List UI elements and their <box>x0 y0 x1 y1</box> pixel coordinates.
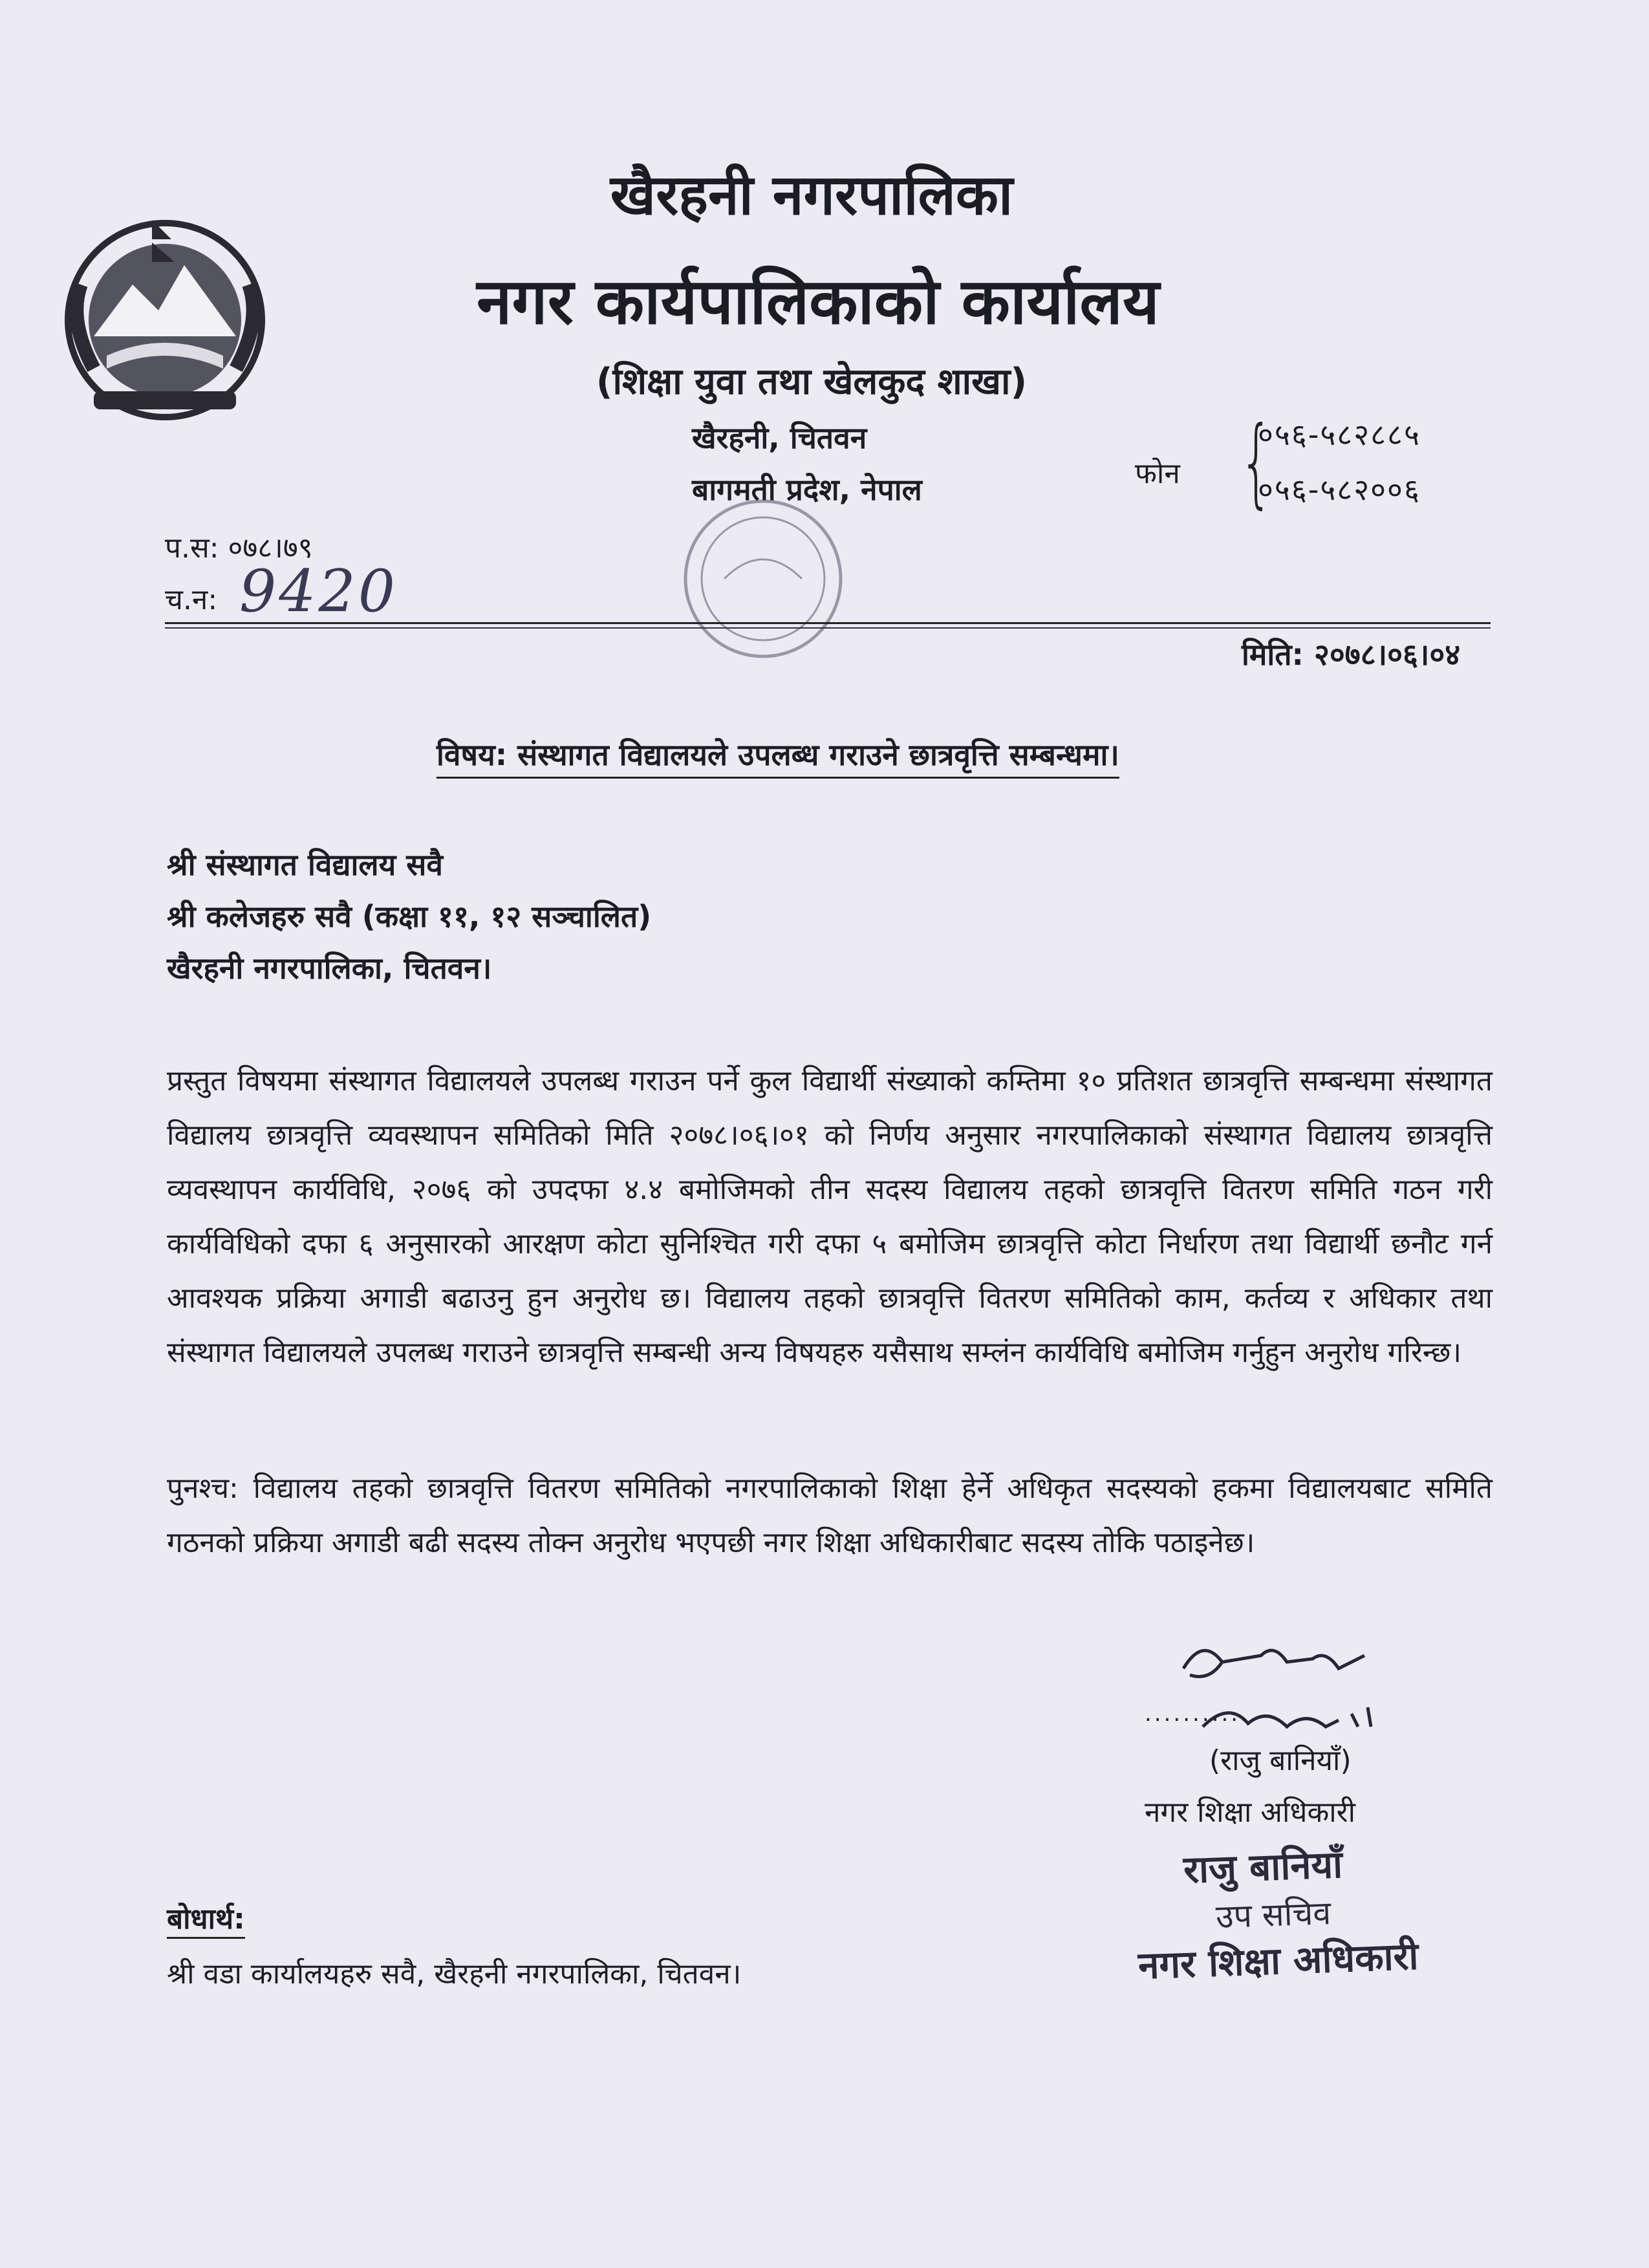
phone-number-1: ०५६-५८२८८५ <box>1258 417 1421 452</box>
signature-dots: ........... <box>1145 1701 1250 1727</box>
name-stamp: राजु बानियाँ <box>1182 1842 1344 1892</box>
header-divider <box>165 622 1491 624</box>
office-name: खैरहनी नगरपालिका <box>610 163 1013 228</box>
handwritten-signature <box>1145 1630 1403 1746</box>
dispatch-label: च.न: <box>165 583 218 616</box>
address-line-1: खैरहनी, चितवन <box>692 420 867 455</box>
header-divider-secondary <box>165 627 1491 629</box>
brace-icon: { <box>1239 406 1273 519</box>
office-title: नगर कार्यपालिकाको कार्यालय <box>477 265 1159 339</box>
title-stamp: नगर शिक्षा अधिकारी <box>1137 1934 1419 1988</box>
addressee-line-2: श्री कलेजहरु सवै (कक्षा ११, १२ सञ्चालित) <box>167 899 652 934</box>
rank-stamp: उप सचिव <box>1215 1894 1332 1936</box>
address-line-2: बागमती प्रदेश, नेपाल <box>692 472 922 507</box>
addressee-line-3: खैरहनी नगरपालिका, चितवन। <box>167 951 492 986</box>
reference-number: प.स: ०७८।७९ <box>165 532 313 565</box>
addressee-line-1: श्री संस्थागत विद्यालय सवै <box>167 847 443 882</box>
branch-name: (शिक्षा युवा तथा खेलकुद शाखा) <box>596 361 1028 403</box>
body-paragraph: प्रस्तुत विषयमा संस्थागत विद्यालयले उपलब्ध गराउन पर्ने कुल विद्यार्थी संख्याको कम्तिमा १० प्रतिशत छात्रवृत्ति सम्बन्धमा संस्थागत विद्यालय छात्रवृत्ति व्यवस्थापन समितिको मिति २०७८।०६।०१ को निर्णय अनुसार नगरपालिकाको संस्थागत विद्यालय छात्रवृत्ति व्यवस्थापन कार्यविधि, २०७६ को उपदफा ४.४ बमोजिमको तीन सदस्य विद्यालय तहको छात्रवृत्ति वितरण समिति गठन गरी कार्यविधिको दफा ६ अनुसारको आरक्षण कोटा सुनिश्चित गरी दफा ५ बमोजिम छात्रवृत्ति कोटा निर्धारण तथा विद्यार्थी छनौट गर्न आवश्यक प्रक्रिया अगाडी बढाउनु हुन अनुरोध छ। विद्यालय तहको छात्रवृत्ति वितरण समितिको काम, कर्तव्य र अधिकार तथा संस्थागत विद्यालयले उपलब्ध गराउने छात्रवृत्ति सम्बन्धी अन्य विषयहरु यसैसाथ सम्लंन कार्यविधि बमोजिम गर्नुहुन अनुरोध गरिन्छ। <box>167 1064 1493 1369</box>
phone-label: फोन <box>1135 457 1180 490</box>
subject-line: विषय: संस्थागत विद्यालयले उपलब्ध गराउने छात्रवृत्ति सम्बन्धमा। <box>436 734 1119 779</box>
cc-recipients: श्री वडा कार्यालयहरु सवै, खैरहनी नगरपालिका, चितवन। <box>167 1958 742 1991</box>
phone-number-2: ०५६-५८२००६ <box>1258 472 1421 507</box>
cc-label: बोधार्थ: <box>167 1898 245 1939</box>
signatory-title: नगर शिक्षा अधिकारी <box>1145 1796 1356 1829</box>
signatory-name: (राजु बानियाँ) <box>1209 1744 1352 1777</box>
dispatch-number-handwritten: 9420 <box>239 557 398 625</box>
office-seal-icon <box>634 482 892 702</box>
postscript-paragraph: पुनश्च: विद्यालय तहको छात्रवृत्ति वितरण समितिको नगरपालिकाको शिक्षा हेर्ने अधिकृत सदस्यको हकमा विद्यालयबाट समिति गठनको प्रक्रिया अगाडी बढी सदस्य तोक्न अनुरोध भएपछी नगर शिक्षा अधिकारीबाट सदस्य तोकि पठाइनेछ। <box>167 1472 1493 1559</box>
letter-date: मिति: २०७८।०६।०४ <box>1242 637 1461 672</box>
